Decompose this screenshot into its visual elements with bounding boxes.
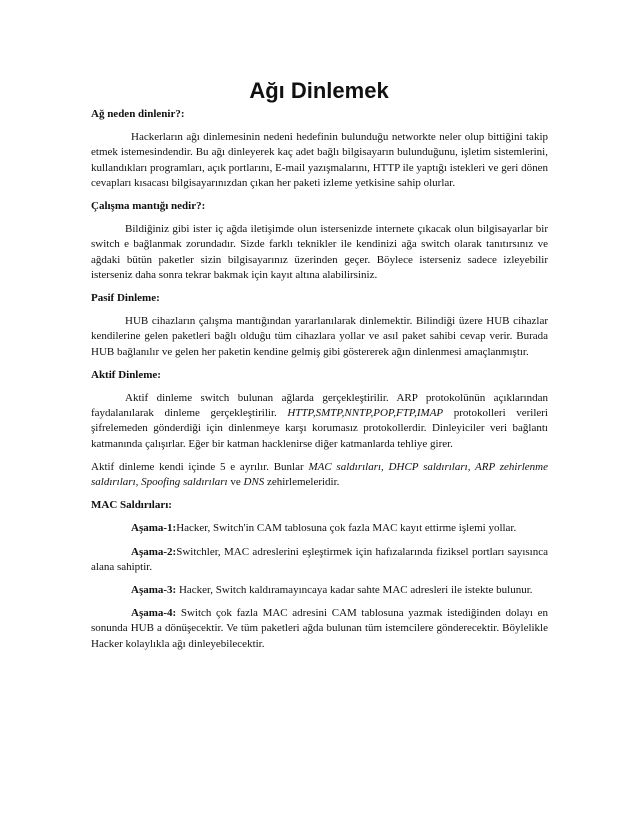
protocol-list: HTTP,SMTP,NNTP,POP,FTP,IMAP — [287, 407, 444, 420]
paragraph-how: Bildiğiniz gibi ister iç ağda iletişimde olun istersenizde internete çıkacak olun bilgisayarlar bir switch e bağlanmak zorundadır. Sizde farklı teknikler ile kendinizi ağa switch olarak tanıtırsınız ve ağdaki bütün paketler sizin bilgisayarınız üzerinden geçer. Böylece isterseniz sadece izleyebilir isterseniz daha sonra tekrar bakmak için kayıt altına alabilirsiniz. — [91, 223, 548, 281]
section-heading-why: Ağ neden dinlenir?: — [91, 108, 185, 120]
paragraph-passive: HUB cihazların çalışma mantığından yararlanılarak dinlemektir. Bilindiği üzere HUB cihazlar kendilerine gelen paketleri bağlı olduğu tüm cihazlara yollar ve asıl paket sahibi cevap verir. Burada HUB bağlanılır ve gelen her paketin kendine gelmiş gibi göstererek ağın dinlenmesi amaçlanmıştır. — [91, 315, 548, 358]
step-text: Switchler, MAC adreslerini eşleştirmek için hafızalarında fiziksel portları sayısınca alana sahiptir. — [91, 545, 548, 573]
step-text: Hacker, Switch kaldıramayıncaya kadar sahte MAC adresleri ile istekte bulunur. — [178, 584, 533, 597]
section-heading-how: Çalışma mantığı nedir?: — [91, 200, 206, 213]
active-text-a: Aktif dinleme switch bulunan ağlarda gerçekleştirilir. ARP protokolünün açıklarından faydalanılarak dinleme gerçekleştirilir. — [91, 392, 548, 420]
step-text: Hacker, Switch'in CAM tablosuna çok fazla MAC kayıt ettirme işlemi yollar. — [176, 522, 517, 535]
attack-dns: DNS — [243, 476, 265, 489]
attacks-text-a: Aktif dinleme kendi içinde 5 e ayrılır. Bunlar — [91, 460, 304, 473]
step-label: Aşama-1: — [131, 522, 177, 535]
step-label: Aşama-2: — [131, 545, 177, 558]
section-heading-mac: MAC Saldırıları: — [91, 499, 172, 512]
attack-list: MAC saldırıları, DHCP saldırıları, ARP zehirlenme saldırıları, Spoofing saldırıları — [91, 460, 548, 489]
attacks-and: ve — [230, 476, 241, 489]
step-text: Switch çok fazla MAC adresini CAM tablosuna yazmak istediğinden dolayı en sonunda HUB a dönüşecektir. Ve tüm paketleri ağda bulunan tüm istemcilere gönderecektir. Böylelikle Hacker kolaylıkla ağı dinleyebilecektir. — [91, 607, 548, 650]
attacks-text-b: zehirlemeleridir. — [267, 476, 340, 489]
paragraph-active — [91, 391, 548, 452]
mac-step-3 — [91, 583, 548, 598]
paragraph-why: Hackerların ağı dinlemesinin nedeni hedefinin bulunduğu networkte neler olup bittiğini takip etmek istemesindendir. Bu ağı dinleyerek kaç adet bağlı bilgisayarın bulunduğunu, işletim sistemlerini, kullandıkları programları, açık portlarını, E-mail yazışmalarını, HTTP ile yaptığı istekleri ve geri dönen cevapları kısacası bilgisayarınızdan çıkan her paketi izleme yetkisine sahip olurlar. — [91, 131, 548, 189]
mac-step-2 — [91, 545, 548, 575]
mac-step-4 — [91, 606, 548, 652]
section-heading-passive: Pasif Dinleme: — [91, 292, 160, 305]
document-body — [91, 107, 548, 660]
step-label: Aşama-3: — [131, 584, 177, 597]
mac-step-1 — [91, 521, 548, 536]
step-label: Aşama-4: — [131, 607, 177, 620]
page-title: Ağı Dinlemek — [249, 78, 389, 103]
section-heading-active: Aktif Dinleme: — [91, 368, 161, 381]
active-text-b: protokolleri verileri şifrelemeden gönderdiği için dinlenmeye karşı korumasız protokollerdir. Dinleyiciler veri bağlantı katmanında çalışırlar. Eğer bir katman hacklenirse diğer katmanlarda tehliye girer. — [91, 407, 548, 450]
paragraph-attack-types — [91, 460, 548, 490]
